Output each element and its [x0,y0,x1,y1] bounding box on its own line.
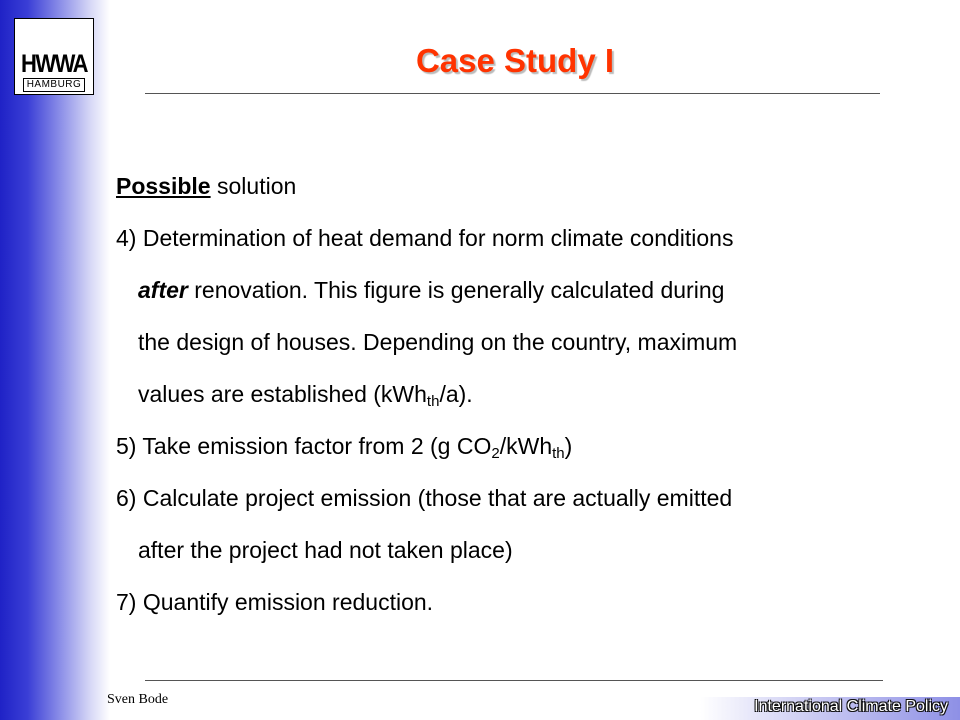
item-4-line-2 [116,264,916,316]
hwwa-logo [14,18,94,95]
footer-divider [145,680,883,681]
item-5-pre: 5) Take emission factor from 2 (g CO [116,433,492,459]
item-5 [116,420,916,472]
item-7: 7) Quantify emission reduction. [116,589,434,615]
logo-sub-text: HAMBURG [23,78,86,92]
item-6-line-1: 6) Calculate project emission (those that are actually emitted [116,485,733,511]
footer-author: Sven Bode [107,692,169,707]
item-4-line-4 [116,368,916,420]
item-4-line-3: the design of houses. Depending on the country, maximum [138,329,738,355]
footer-course-title: International Climate Policy [754,698,948,715]
heading-underlined: Possible [116,173,211,199]
left-gradient-bar [0,0,110,720]
item-4-emphasis: after [138,277,188,303]
item-5-sub-2: th [552,445,565,462]
slide-body [116,160,916,628]
heading-line [116,160,916,212]
title-divider [145,93,880,94]
item-4-line-4-pre: values are established (kWh [138,381,427,407]
slide-title: Case Study I [415,42,615,79]
item-4-line-4-post: /a). [439,381,473,407]
item-4-line-2-rest: renovation. This figure is generally calculated during [187,277,725,303]
item-4-line-1: 4) Determination of heat demand for norm climate conditions [116,225,734,251]
item-5-sub-1: 2 [491,445,500,462]
heading-rest: solution [210,173,297,199]
item-4-sub: th [426,393,440,410]
item-5-post: ) [564,433,573,459]
logo-main-text: HWWA [20,49,88,78]
item-5-mid: /kWh [499,433,553,459]
item-6-line-2: after the project had not taken place) [138,537,513,563]
